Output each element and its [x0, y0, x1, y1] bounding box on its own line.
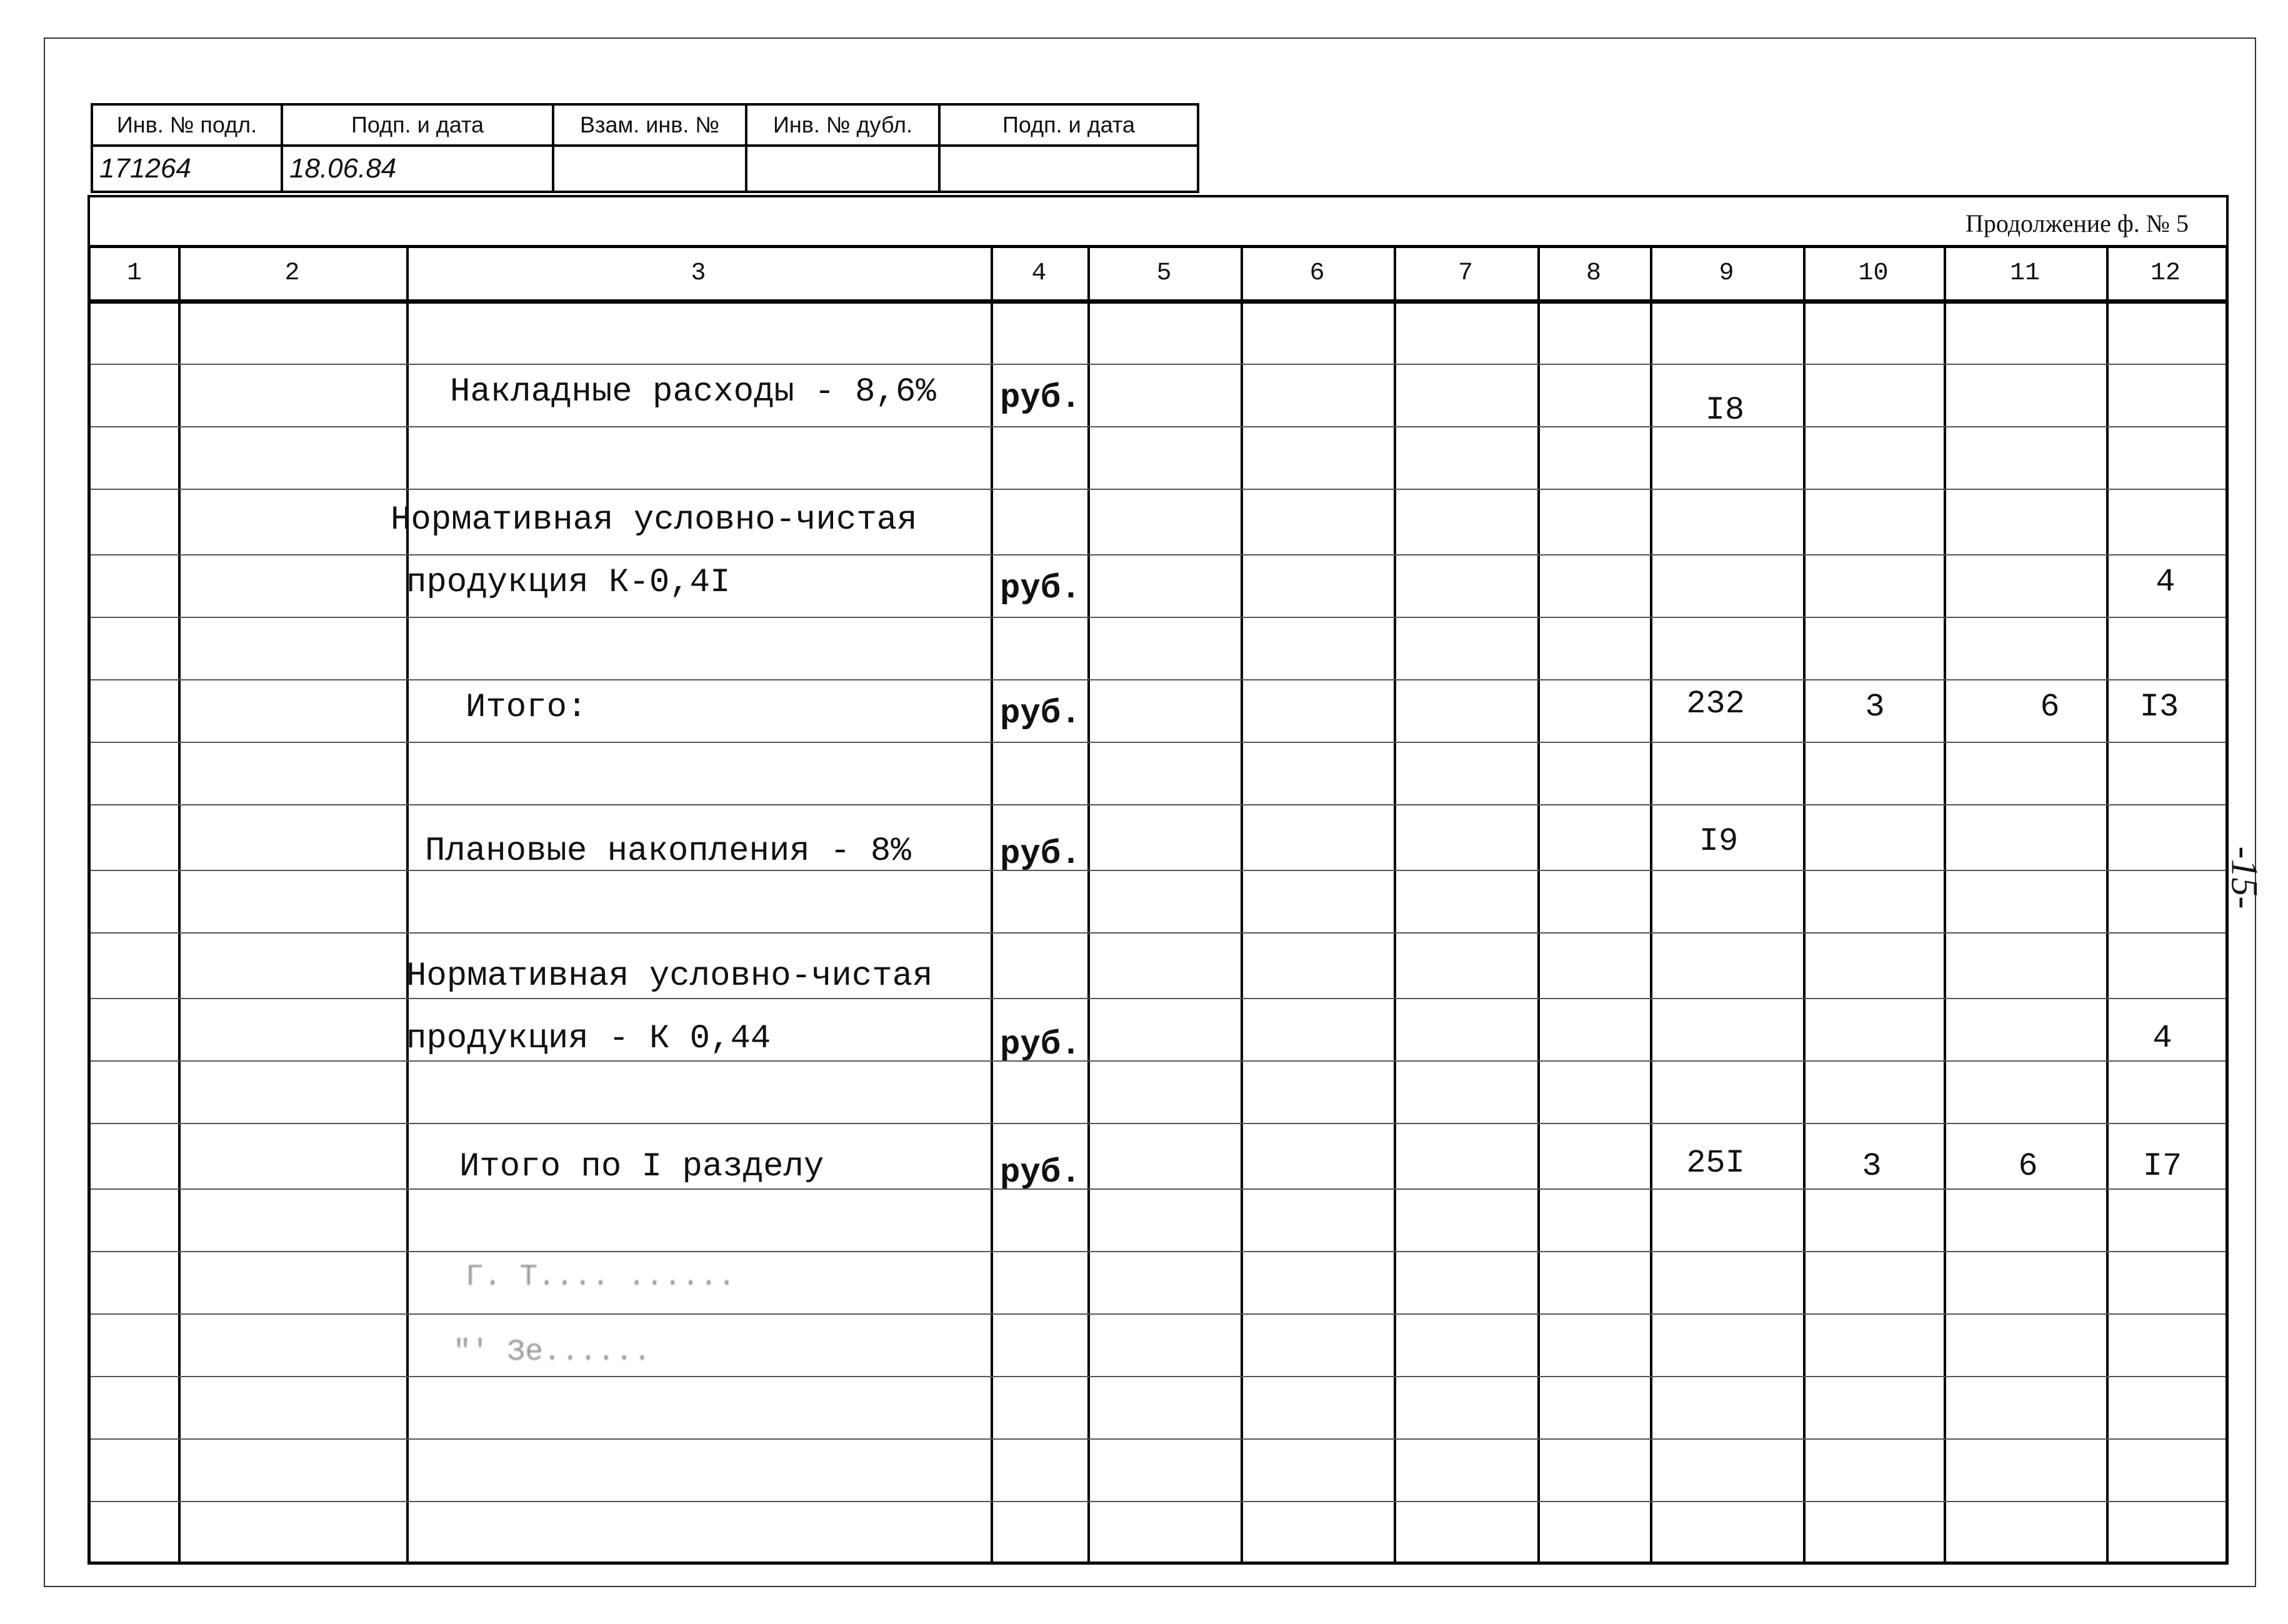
inventory-stamp — [91, 103, 1199, 193]
stamp-header-dup: Инв. № дубл. — [746, 104, 939, 146]
row-unit: руб. — [1000, 1154, 1081, 1192]
col-divider — [1944, 248, 1946, 1562]
stamp-value-dup — [746, 146, 939, 192]
row-line — [91, 870, 2226, 871]
stamp-header-inv: Инв. № подл. — [92, 104, 282, 146]
col-divider — [991, 248, 993, 1562]
row-line — [91, 426, 2226, 427]
row-line — [91, 617, 2226, 618]
cell-col12: I3 — [2139, 689, 2179, 725]
col-number: 8 — [1586, 259, 1601, 287]
row-label: продукция - К 0,44 — [406, 1020, 771, 1058]
continuation-bar — [87, 195, 2229, 245]
col-divider — [406, 248, 409, 1562]
estimate-table — [87, 245, 2229, 1565]
col-divider — [1650, 248, 1652, 1562]
stamp-value-sign2 — [939, 146, 1198, 192]
row-unit: руб. — [1000, 1026, 1081, 1064]
col-number: 10 — [1858, 259, 1889, 287]
cell-col10: 3 — [1862, 1148, 1882, 1185]
row-unit: руб. — [1000, 570, 1081, 608]
faded-text: Г. Т.... ...... — [466, 1260, 736, 1294]
row-label: Нормативная условно-чистая — [406, 957, 933, 995]
col-number: 3 — [691, 259, 706, 287]
row-line — [91, 1123, 2226, 1124]
col-number: 1 — [126, 259, 142, 287]
col-number: 11 — [2009, 259, 2040, 287]
cell-col9: I8 — [1705, 392, 1745, 429]
stamp-header-sign: Подп. и дата — [282, 104, 553, 146]
col-divider — [1537, 248, 1540, 1562]
row-unit: руб. — [1000, 379, 1081, 417]
row-line — [91, 1188, 2226, 1190]
cell-col9: I9 — [1699, 823, 1739, 860]
row-label: Накладные расходы - 8,6% — [450, 373, 936, 411]
cell-col10: 3 — [1865, 689, 1885, 725]
row-line — [91, 364, 2226, 365]
row-label: Итого: — [466, 689, 587, 727]
stamp-header-sign2: Подп. и дата — [939, 104, 1198, 146]
col-divider — [1803, 248, 1806, 1562]
col-divider — [1241, 248, 1243, 1562]
row-line — [91, 1376, 2226, 1377]
row-line — [91, 1501, 2226, 1502]
cell-col11: 6 — [2018, 1148, 2038, 1185]
stamp-value-inv: 171264 — [92, 146, 282, 192]
col-number: 2 — [284, 259, 300, 287]
row-unit: руб. — [1000, 835, 1081, 874]
stamp-value-sign: 18.06.84 — [282, 146, 553, 192]
cell-col9: 232 — [1686, 685, 1745, 722]
row-line — [91, 932, 2226, 934]
col-divider — [2106, 248, 2109, 1562]
col-divider — [178, 248, 181, 1562]
stamp-value-replace — [553, 146, 746, 192]
row-line — [91, 1060, 2226, 1062]
row-label: Плановые накопления - 8% — [425, 832, 911, 870]
cell-col12: I7 — [2142, 1148, 2182, 1185]
row-line — [91, 742, 2226, 743]
row-line — [91, 554, 2226, 555]
cell-col12: 4 — [2156, 564, 2176, 600]
continuation-label: Продолжение ф. № 5 — [1965, 209, 2189, 237]
faded-text: "' Зе...... — [453, 1335, 651, 1369]
row-label: Итого по I разделу — [459, 1148, 824, 1186]
cell-col9: 25I — [1686, 1145, 1745, 1182]
col-number: 6 — [1309, 259, 1325, 287]
row-label: продукция К-0,4I — [406, 564, 731, 602]
row-line — [91, 998, 2226, 999]
col-number: 4 — [1031, 259, 1047, 287]
row-line — [91, 1438, 2226, 1440]
stamp-header-replace: Взам. инв. № — [553, 104, 746, 146]
row-label: Нормативная условно-чистая — [391, 501, 917, 539]
row-line — [91, 489, 2226, 490]
row-line — [91, 1251, 2226, 1252]
page-number: -15- — [2224, 846, 2266, 909]
col-number: 5 — [1156, 259, 1172, 287]
cell-col11: 6 — [2040, 689, 2060, 725]
col-number: 7 — [1457, 259, 1473, 287]
col-number: 12 — [2150, 259, 2181, 287]
row-line — [91, 804, 2226, 805]
row-unit: руб. — [1000, 695, 1081, 733]
col-number: 9 — [1719, 259, 1734, 287]
row-line — [91, 679, 2226, 680]
col-divider — [1087, 248, 1090, 1562]
cell-col12: 4 — [2152, 1020, 2172, 1057]
header-divider — [91, 299, 2226, 304]
col-divider — [1394, 248, 1396, 1562]
row-line — [91, 1313, 2226, 1315]
